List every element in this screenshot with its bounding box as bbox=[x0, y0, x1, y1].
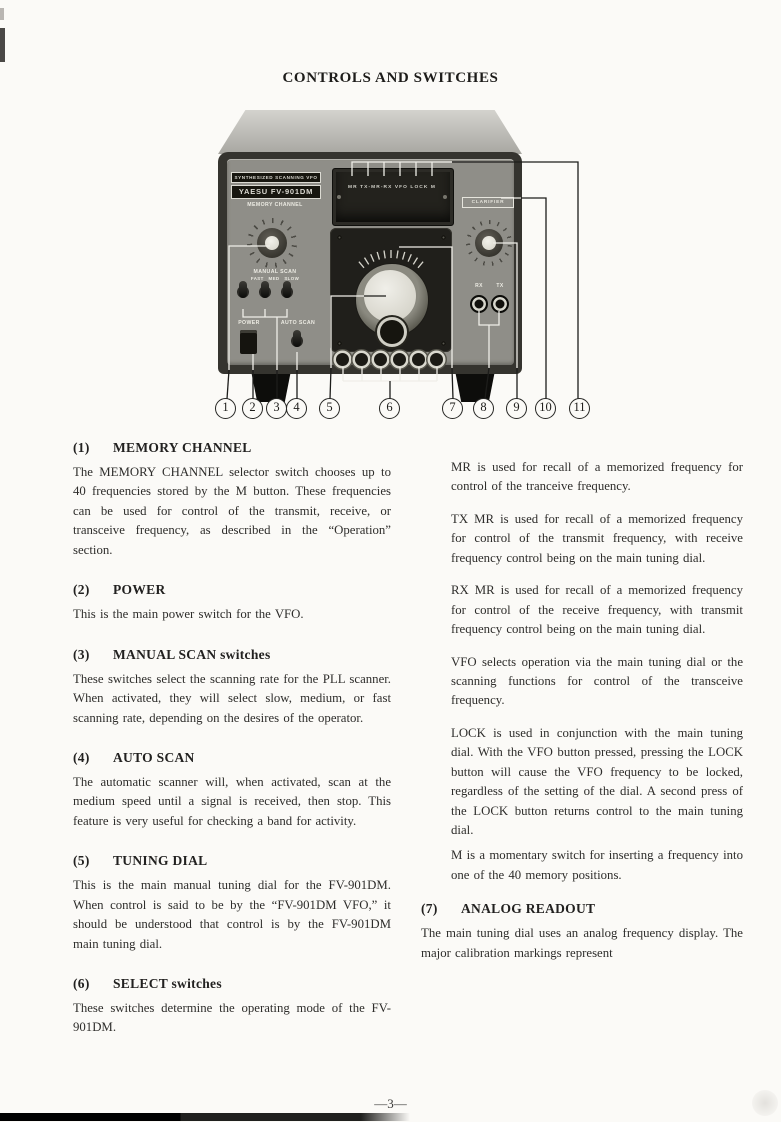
callout-circle-5: 5 bbox=[319, 398, 340, 419]
paragraph-tx-mr: TX MR is used for recall of a memorized frequency for control of the transmit frequency, with receive frequency control being on the main tuning dial. bbox=[451, 511, 743, 565]
paragraph-mr: MR is used for recall of a memorized frequency for control of the tranceive frequency. bbox=[451, 460, 743, 494]
section-auto-scan bbox=[73, 750, 391, 831]
screw bbox=[337, 341, 342, 346]
scan-artifact bbox=[0, 8, 4, 20]
rx-label: RX bbox=[475, 283, 483, 289]
cabinet-top bbox=[218, 110, 522, 154]
section-body: These switches select the scanning rate for the PLL scanner. When activated, they will select slow, medium, or fast scanning rate, depending on the desires of the operator. bbox=[73, 671, 391, 725]
select-button-4 bbox=[393, 353, 406, 366]
section-body: The main tuning dial uses an analog frequency display. The major calibration markings represent bbox=[421, 926, 743, 960]
callout-circle-10: 10 bbox=[535, 398, 556, 419]
screw bbox=[441, 235, 446, 240]
paragraph-m: M is a momentary switch for inserting a frequency into one of the 40 memory positions. bbox=[451, 848, 743, 882]
callout-circle-8: 8 bbox=[473, 398, 494, 419]
section-heading: (6) SELECT switches bbox=[73, 976, 222, 991]
paragraph-lock: LOCK is used in conjunction with the main tuning dial. With the VFO button pressed, pressing the LOCK button will cause the VFO frequency to be locked, regardless of the setting of the dial. A second press of the LOCK button returns control to the main tuning dial. bbox=[451, 725, 743, 837]
section-memory-channel bbox=[73, 440, 391, 560]
page-number: —3— bbox=[374, 1096, 407, 1111]
section-body: This is the main power switch for the VFO. bbox=[73, 607, 304, 622]
auto-scan-label: AUTO SCAN bbox=[280, 320, 316, 326]
select-button-5 bbox=[412, 353, 425, 366]
section-heading: (4) AUTO SCAN bbox=[73, 749, 195, 765]
section-body: This is the main manual tuning dial for the FV-901DM. When control is said to be by the “FV-901DM VFO,” it should be understood that control is by the FV-901DM main tuning dial. bbox=[73, 878, 391, 951]
callout-circle-6: 6 bbox=[379, 398, 400, 419]
scan-artifact bbox=[0, 28, 5, 62]
screw bbox=[337, 195, 341, 199]
select-button-6 bbox=[430, 353, 443, 366]
callout-circle-11: 11 bbox=[569, 398, 590, 419]
section-tuning-dial bbox=[73, 853, 391, 954]
callout-circle-3: 3 bbox=[266, 398, 287, 419]
section-heading: (5) TUNING DIAL bbox=[73, 853, 208, 869]
clarifier-knob-cap bbox=[482, 236, 496, 250]
screw bbox=[337, 235, 342, 240]
tuning-dial-face bbox=[363, 269, 417, 323]
section-heading: (3) MANUAL SCAN switches bbox=[73, 646, 271, 662]
cabinet-foot bbox=[452, 374, 498, 402]
clarifier-label: CLARIFIER bbox=[462, 197, 514, 208]
select-button-1 bbox=[336, 353, 349, 366]
memory-channel-knob-cap bbox=[265, 236, 279, 250]
callout-circle-7: 7 bbox=[442, 398, 463, 419]
scan-speed-labels: FAST MED SLOW bbox=[250, 276, 300, 281]
section-heading: (7) ANALOG READOUT bbox=[421, 901, 596, 917]
section-manual-scan bbox=[73, 647, 391, 728]
med-switch bbox=[261, 281, 269, 298]
paragraph-rx-mr: RX MR is used for recall of a memorized frequency for control of the receive frequency, with transmit frequency control being on the main tuning dial. bbox=[451, 583, 743, 637]
power-switch bbox=[240, 330, 257, 354]
select-button-2 bbox=[355, 353, 368, 366]
fast-switch bbox=[239, 281, 247, 298]
rx-button bbox=[470, 295, 488, 313]
memory-channel-label: MEMORY CHANNEL bbox=[247, 202, 303, 208]
callout-circle-4: 4 bbox=[286, 398, 307, 419]
slow-switch bbox=[283, 281, 291, 298]
section-body: The MEMORY CHANNEL selector switch chooses up to 40 frequencies stored by the M button. These frequencies can be used for control of the transmit, receive, or transceive frequency, as described in the “Operation” section. bbox=[73, 465, 391, 557]
left-column bbox=[73, 440, 391, 1060]
right-column bbox=[421, 440, 743, 985]
auto-scan-switch bbox=[293, 330, 301, 347]
section-body: These switches determine the operating mode of the FV-901DM. bbox=[73, 1001, 391, 1035]
section-select-switches bbox=[73, 976, 391, 1038]
section-analog-readout bbox=[421, 901, 743, 963]
callout-circle-9: 9 bbox=[506, 398, 527, 419]
screw bbox=[441, 341, 446, 346]
select-button-3 bbox=[374, 353, 387, 366]
manual-scan-label: MANUAL SCAN bbox=[253, 269, 297, 275]
tx-label: TX bbox=[496, 283, 504, 289]
power-label: POWER bbox=[238, 320, 260, 326]
mode-button-labels: MR TX-MR-RX VFO LOCK M bbox=[348, 185, 436, 190]
tuning-dial-sub-knob bbox=[380, 320, 404, 344]
callout-circle-1: 1 bbox=[215, 398, 236, 419]
display-window bbox=[332, 168, 454, 226]
callout-circle-2: 2 bbox=[242, 398, 263, 419]
paragraph-vfo: VFO selects operation via the main tuning dial or the scanning functions for control of the transceive frequency. bbox=[451, 654, 743, 708]
section-heading: (1) MEMORY CHANNEL bbox=[73, 440, 252, 455]
section-power bbox=[73, 582, 391, 624]
screw bbox=[443, 195, 447, 199]
scan-artifact-bar bbox=[0, 1113, 410, 1121]
section-body: The automatic scanner will, when activated, scan at the medium speed until a signal is received, then stop. This feature is very useful for checking a band for activity. bbox=[73, 774, 391, 828]
page-title: CONTROLS AND SWITCHES bbox=[282, 70, 499, 86]
tx-button bbox=[491, 295, 509, 313]
badge-model-name: YAESU FV-901DM bbox=[231, 185, 321, 199]
section-heading: (2) POWER bbox=[73, 582, 166, 598]
badge-model-type: SYNTHESIZED SCANNING VFO bbox=[231, 172, 321, 183]
mode-paragraphs bbox=[421, 458, 743, 885]
